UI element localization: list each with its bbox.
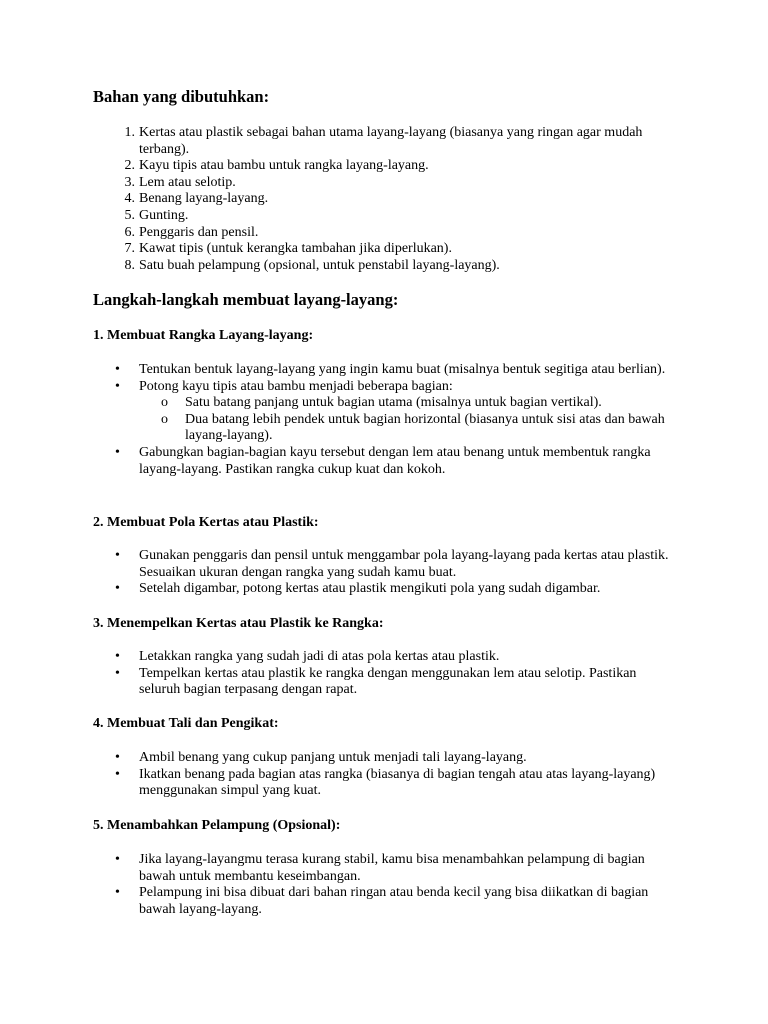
section-title: 3. Menempelkan Kertas atau Plastik ke Rangka:: [93, 616, 384, 631]
bullet: •: [115, 766, 120, 782]
section-title: 4. Membuat Tali dan Pengikat:: [93, 716, 279, 731]
list-item: [124, 158, 679, 175]
bullet: •: [115, 665, 120, 681]
bullet: •: [115, 750, 120, 765]
list-item: [124, 224, 679, 242]
bullet: •: [115, 852, 120, 867]
list-item: [124, 207, 679, 225]
list-item-text: Ikatkan benang pada bagian atas rangka (biasanya di bagian tengah atau atas layang-layang) menggunakan simpul yang kuat.: [139, 766, 656, 799]
list-item: [115, 444, 679, 478]
list-item-text: Penggaris dan pensil.: [139, 224, 259, 240]
list-number: 5.: [124, 207, 135, 223]
list-item: [115, 885, 679, 918]
section-title: 2. Membuat Pola Kertas atau Plastik:: [93, 515, 319, 530]
section-list: [115, 649, 679, 699]
list-item: [115, 665, 679, 699]
section-list: [115, 548, 679, 598]
materials-heading: Bahan yang dibutuhkan:: [93, 87, 270, 106]
bullet: •: [115, 362, 120, 377]
list-item-text: Satu buah pelampung (opsional, untuk penstabil layang-layang).: [139, 257, 500, 273]
list-number: 3.: [124, 174, 135, 190]
list-item-text: Kayu tipis atau bambu untuk rangka layang-layang.: [139, 158, 429, 174]
bullet: •: [115, 581, 120, 597]
list-number: 4.: [124, 191, 135, 207]
list-item: [115, 852, 679, 885]
list-item-text: Benang layang-layang.: [139, 191, 269, 207]
list-number: 6.: [124, 224, 135, 240]
list-item-text: Gunting.: [139, 207, 189, 223]
section-title: 5. Menambahkan Pelampung (Opsional):: [93, 818, 341, 833]
section-list: [115, 362, 679, 478]
bullet: •: [115, 378, 120, 394]
sub-bullet: o: [161, 411, 168, 427]
list-item-text: Tentukan bentuk layang-layang yang ingin kamu buat (misalnya bentuk segitiga atau berlian).: [139, 362, 666, 377]
list-item-text: Lem atau selotip.: [139, 174, 236, 190]
list-item: [124, 241, 679, 258]
bullet: •: [115, 444, 120, 460]
list-item-text: Letakkan rangka yang sudah jadi di atas pola kertas atau plastik.: [139, 649, 500, 664]
list-item: [115, 362, 679, 379]
sub-list: [139, 395, 679, 445]
list-item: [115, 649, 679, 666]
list-item: [115, 378, 679, 445]
bullet: •: [115, 548, 120, 563]
section-title: 1. Membuat Rangka Layang-layang:: [93, 328, 314, 343]
list-item-text: Kawat tipis (untuk kerangka tambahan jika diperlukan).: [139, 241, 452, 257]
list-number: 1.: [124, 125, 135, 140]
list-item-text: Kertas atau plastik sebagai bahan utama layang-layang (biasanya yang ringan agar mudah terbang).: [139, 125, 643, 157]
sub-list-item-text: Satu batang panjang untuk bagian utama (misalnya untuk bagian vertikal).: [185, 395, 602, 411]
list-number: 7.: [124, 241, 135, 257]
list-item-text: Jika layang-layangmu terasa kurang stabil, kamu bisa menambahkan pelampung di bagian bawah untuk membantu keseimbangan.: [139, 852, 645, 884]
list-item: [115, 766, 679, 800]
list-item: [115, 581, 679, 598]
list-number: 8.: [124, 257, 135, 273]
list-item-text: Tempelkan kertas atau plastik ke rangka dengan menggunakan lem atau selotip. Pastikan seluruh bagian terpasang dengan rapat.: [139, 665, 637, 698]
sub-list-item: [161, 395, 679, 412]
section-list: [115, 750, 679, 800]
list-number: 2.: [124, 158, 135, 174]
list-item: [115, 548, 679, 581]
section-list: [115, 852, 679, 918]
list-item-text: Ambil benang yang cukup panjang untuk menjadi tali layang-layang.: [139, 750, 527, 765]
list-item: [124, 191, 679, 208]
sub-list-item: [161, 411, 679, 445]
materials-list: [124, 125, 679, 274]
list-item: [115, 750, 679, 767]
list-item-text: Gabungkan bagian-bagian kayu tersebut dengan lem atau benang untuk membentuk rangka layang-layang. Pastikan rangka cukup kuat dan kokoh.: [139, 444, 651, 477]
sub-list-item-text: Dua batang lebih pendek untuk bagian horizontal (biasanya untuk sisi atas dan bawah layang-layang).: [185, 411, 665, 444]
bullet: •: [115, 885, 120, 901]
list-item-text: Pelampung ini bisa dibuat dari bahan ringan atau benda kecil yang bisa diikatkan di bagian bawah layang-layang.: [139, 885, 649, 917]
list-item: [124, 257, 679, 275]
list-item: [124, 125, 679, 158]
list-item-text: Potong kayu tipis atau bambu menjadi beberapa bagian:: [139, 378, 453, 394]
list-item-text: Gunakan penggaris dan pensil untuk menggambar pola layang-layang pada kertas atau plastik. Sesuaikan ukuran dengan rangka yang sudah kamu buat.: [139, 548, 669, 580]
list-item: [124, 174, 679, 192]
sub-bullet: o: [161, 395, 168, 411]
steps-heading: Langkah-langkah membuat layang-layang:: [93, 290, 399, 309]
bullet: •: [115, 649, 120, 664]
list-item-text: Setelah digambar, potong kertas atau plastik mengikuti pola yang sudah digambar.: [139, 581, 601, 597]
